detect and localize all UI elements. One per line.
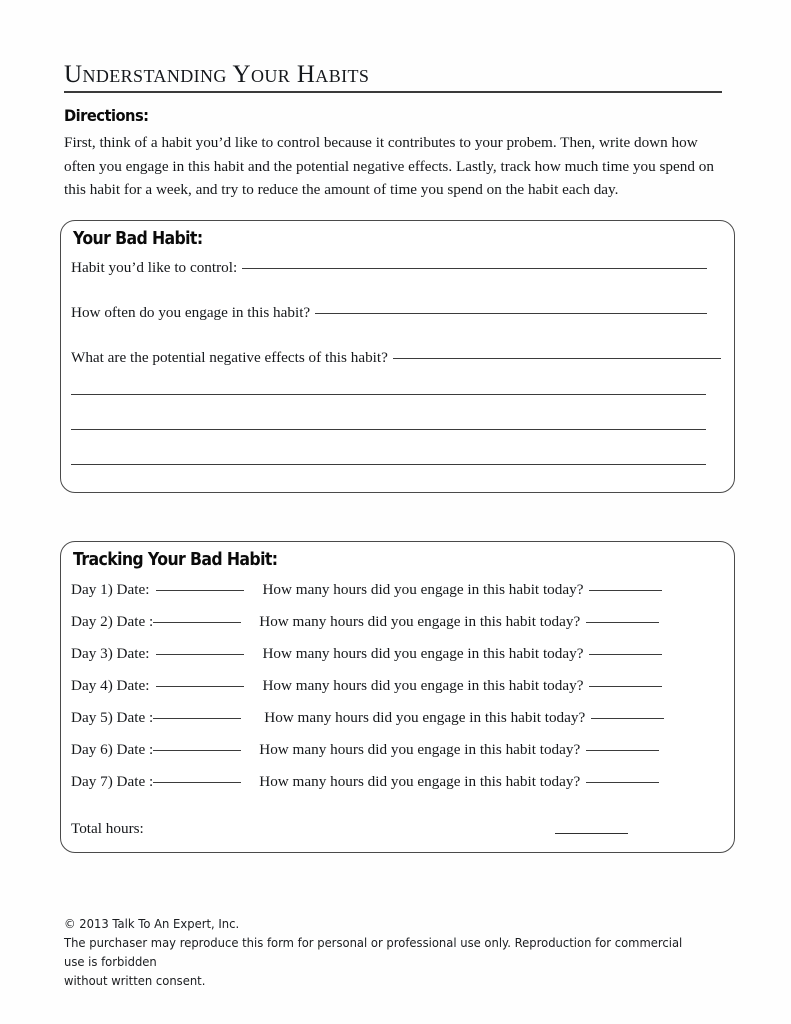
habit-effects-blank-line-3[interactable] — [71, 464, 706, 465]
page-title: Understanding Your Habits — [64, 61, 370, 88]
habit-control-row — [71, 259, 707, 277]
habit-frequency-input[interactable] — [315, 313, 707, 314]
day-5-label: Day 5) Date : — [71, 709, 154, 726]
your-bad-habit-heading: Your Bad Habit: — [73, 229, 203, 249]
day-6-question: How many hours did you engage in this habit today? — [259, 741, 581, 758]
day-6-hours-input[interactable] — [586, 750, 659, 751]
day-7-hours-input[interactable] — [586, 782, 659, 783]
habit-effects-row — [71, 349, 721, 367]
day-2-question: How many hours did you engage in this habit today? — [259, 613, 581, 630]
footer — [64, 915, 691, 991]
day-6-label: Day 6) Date : — [71, 741, 154, 758]
day-3-label: Day 3) Date: — [71, 645, 150, 662]
total-hours-row — [71, 820, 716, 838]
day-2-date-input[interactable] — [153, 622, 241, 623]
day-5-date-input[interactable] — [153, 718, 241, 719]
day-5-hours-input[interactable] — [591, 718, 664, 719]
habit-frequency-label: How often do you engage in this habit? — [71, 304, 311, 321]
day-4-label: Day 4) Date: — [71, 677, 150, 694]
day-3-hours-input[interactable] — [589, 654, 662, 655]
tracking-row-day-6 — [71, 741, 659, 759]
tracking-card — [60, 541, 735, 853]
total-hours-input[interactable] — [555, 833, 628, 834]
day-5-question: How many hours did you engage in this habit today? — [264, 709, 586, 726]
day-1-question: How many hours did you engage in this habit today? — [262, 581, 584, 598]
title-block — [64, 62, 724, 93]
directions-heading: Directions: — [64, 106, 149, 125]
tracking-row-day-5 — [71, 709, 664, 727]
day-2-hours-input[interactable] — [586, 622, 659, 623]
day-3-question: How many hours did you engage in this habit today? — [262, 645, 584, 662]
footer-notice-line-1: The purchaser may reproduce this form for personal or professional use only. Reproduction for commercial use is forbidden — [64, 936, 683, 969]
tracking-row-day-3 — [71, 645, 662, 663]
tracking-heading: Tracking Your Bad Habit: — [73, 550, 278, 570]
habit-effects-input[interactable] — [393, 358, 721, 359]
footer-copyright: © 2013 Talk To An Expert, Inc. — [64, 917, 240, 931]
day-6-date-input[interactable] — [153, 750, 241, 751]
habit-control-label: Habit you’d like to control: — [71, 259, 238, 276]
total-hours-label: Total hours: — [71, 820, 144, 837]
tracking-row-day-7 — [71, 773, 659, 791]
habit-frequency-row — [71, 304, 707, 322]
day-4-question: How many hours did you engage in this habit today? — [262, 677, 584, 694]
your-bad-habit-card — [60, 220, 735, 493]
day-3-date-input[interactable] — [156, 654, 244, 655]
day-2-label: Day 2) Date : — [71, 613, 154, 630]
day-7-label: Day 7) Date : — [71, 773, 154, 790]
habit-control-input[interactable] — [242, 268, 707, 269]
day-7-question: How many hours did you engage in this habit today? — [259, 773, 581, 790]
day-1-label: Day 1) Date: — [71, 581, 150, 598]
day-1-date-input[interactable] — [156, 590, 244, 591]
day-1-hours-input[interactable] — [589, 590, 662, 591]
directions-body: First, think of a habit you’d like to control because it contributes to your probem. Then, write down how often you engage in this habit and the potential negative effects. Lastly, track how much time you spend on this habit for a week, and try to reduce the amount of time you spend on the habit each day. — [64, 134, 714, 198]
tracking-row-day-1 — [71, 581, 662, 599]
tracking-row-day-2 — [71, 613, 659, 631]
day-4-date-input[interactable] — [156, 686, 244, 687]
habit-effects-blank-line-2[interactable] — [71, 429, 706, 430]
habit-effects-label: What are the potential negative effects of this habit? — [71, 349, 388, 366]
day-4-hours-input[interactable] — [589, 686, 662, 687]
habit-effects-blank-line-1[interactable] — [71, 394, 706, 395]
title-divider — [64, 91, 722, 93]
footer-notice-line-2: without written consent. — [64, 974, 206, 988]
day-7-date-input[interactable] — [153, 782, 241, 783]
tracking-row-day-4 — [71, 677, 662, 695]
